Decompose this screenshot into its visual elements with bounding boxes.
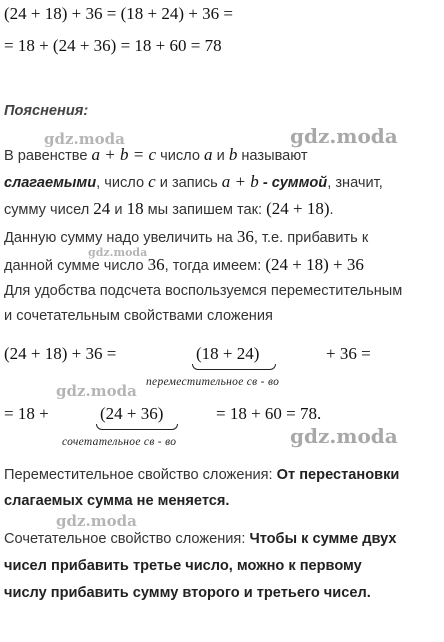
math-inline: 36 [236,227,254,246]
math-inline: (24 + 18) + 36 [265,255,364,274]
text: , значит, [327,175,383,191]
text: и [216,148,225,164]
watermark: gdz.moda [290,424,398,448]
math-inline: a [204,145,213,164]
paragraph-line [4,146,308,164]
text: - [258,175,272,191]
math-inline: c [148,172,156,191]
text: и запись [159,175,218,191]
paragraph-line: Для удобства подсчета воспользуемся переместительным [4,283,403,299]
math-inline: 18 [126,199,144,218]
rule-bold: Чтобы к сумме двух [249,531,397,547]
paragraph-line: и сочетательным свойствами сложения [4,308,273,324]
rule-bold: чисел [4,558,47,574]
watermark: gdz.moda [56,382,137,400]
math-inline: b [228,145,238,164]
rule-bold: От перестановки [276,467,400,483]
text: , тогда имеем: [164,258,262,274]
property-label: переместительное св - во [146,376,280,388]
text: сумму чисел [4,202,90,218]
text: называют [241,148,308,164]
derivation-brace-expr: (24 + 36) [100,404,164,423]
rule-bold: прибавить третье число, можно к первому [51,558,362,574]
watermark: gdz.moda [56,512,137,530]
math-inline: 24 [93,199,111,218]
equation-line-1: (24 + 18) + 36 = (18 + 24) + 36 = [4,4,233,23]
rule-line: числу прибавить сумму второго и третьего чисел. [4,585,371,601]
rule-line [4,532,397,547]
text: , число [96,175,145,191]
math-inline: a + b [221,172,259,191]
text: данной сумме число [4,258,144,274]
term-bold: слагаемыми [4,175,97,191]
derivation-brace-expr: (18 + 24) [196,344,260,363]
rule-line: слагаемых сумма не меняется. [4,493,230,509]
text: и [114,202,123,218]
property-label: сочетательное св - во [62,436,177,448]
derivation-right: + 36 = [326,344,371,363]
derivation-right: = 18 + 60 = 78. [216,404,322,423]
text: число [160,148,200,164]
math-inline: 36 [147,255,165,274]
paragraph-line [4,200,334,218]
text: мы запишем так: [147,202,263,218]
rule-line [4,559,362,574]
paragraph-line [4,173,383,191]
derivation-left: (24 + 18) + 36 = [4,344,117,363]
term-bold: суммой [271,175,328,191]
paragraph-line [4,228,368,246]
paragraph-line [4,256,364,274]
text: В равенстве [4,148,88,164]
underbrace [192,364,276,370]
text: , т.е. прибавить к [253,230,369,246]
text: Переместительное свойство сложения: [4,467,273,483]
watermark: gdz.moda [88,246,148,259]
math-inline: a + b = c [91,145,157,164]
explanation-heading: Пояснения: [4,103,89,119]
equation-line-2: = 18 + (24 + 36) = 18 + 60 = 78 [4,36,222,55]
text: . [329,202,334,218]
rule-line [4,468,399,483]
underbrace [96,424,178,430]
math-inline: (24 + 18) [266,199,330,218]
watermark: gdz.moda [44,130,125,148]
text: Сочетательное свойство сложения: [4,531,246,547]
derivation-left: = 18 + [4,404,49,423]
text: Данную сумму надо увеличить на [4,230,233,246]
watermark: gdz.moda [290,124,398,148]
